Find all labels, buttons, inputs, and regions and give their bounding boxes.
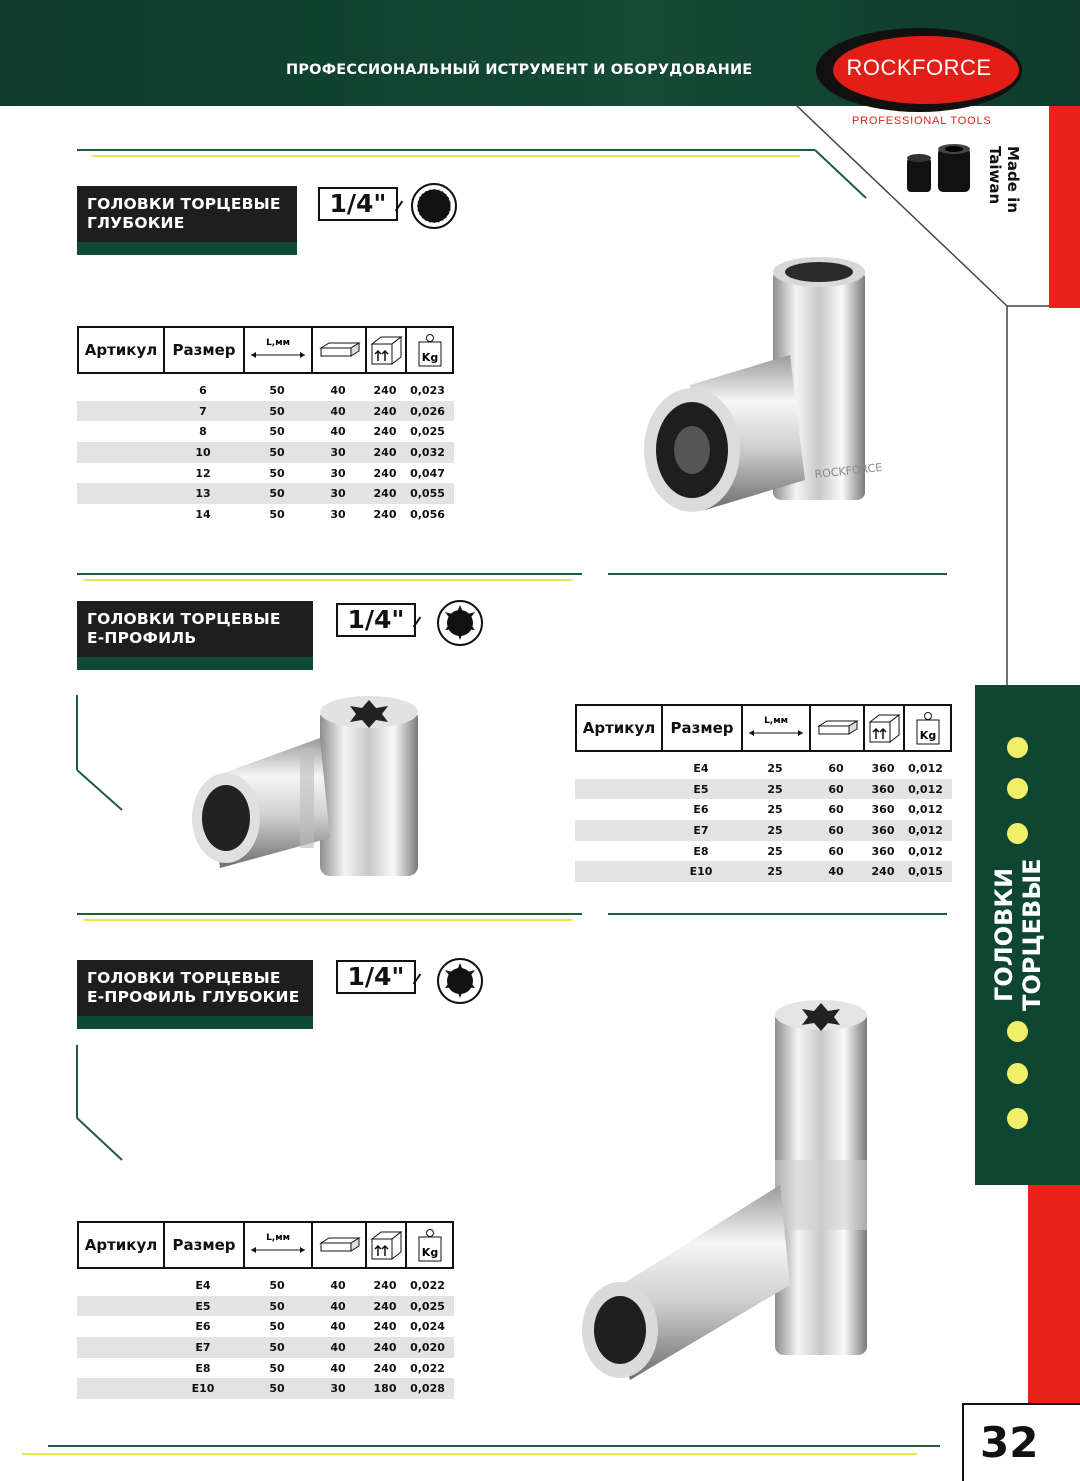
socket-pair-icon	[904, 142, 974, 198]
weight-icon	[913, 710, 943, 746]
svg-text:Kg: Kg	[919, 729, 936, 742]
table-row: E8 50 40 240 0,022	[195, 1361, 445, 1375]
svg-text:Kg: Kg	[421, 351, 438, 364]
table-header	[77, 1221, 454, 1269]
length-arrow-icon	[247, 335, 309, 365]
col-weight	[407, 1223, 452, 1267]
table-row: E4 50 40 240 0,022	[195, 1278, 445, 1292]
weight-icon	[415, 1227, 445, 1263]
table-row: E4 25 60 360 0,012	[693, 761, 943, 775]
table-row: E5 50 40 240 0,025	[77, 1296, 454, 1317]
col-box-qty	[313, 1223, 367, 1267]
table-header	[77, 326, 454, 374]
carton-icon	[369, 333, 403, 367]
12-point-socket-icon	[410, 182, 458, 230]
spec-table	[575, 704, 952, 882]
col-size: Размер	[663, 706, 743, 750]
col-length	[245, 1223, 313, 1267]
table-row: E10 50 30 180 0,028	[77, 1378, 454, 1399]
table-body	[77, 1275, 454, 1399]
weight-icon	[415, 332, 445, 368]
brand-name: ROCKFORCE	[846, 55, 992, 80]
table-row: E6 25 60 360 0,012	[693, 803, 943, 817]
section-title-line1: ГОЛОВКИ ТОРЦЕВЫЕ	[87, 195, 281, 213]
red-accent-bar-bottom	[1028, 1185, 1080, 1405]
side-title-line2: ТОРЦЕВЫЕ	[1018, 858, 1046, 1012]
table-header	[575, 704, 952, 752]
length-arrow-icon	[247, 1230, 309, 1260]
drive-size-tag: 1/4"	[318, 187, 398, 221]
col-length	[743, 706, 811, 750]
section-title	[77, 960, 313, 1029]
table-row: E7 25 60 360 0,012	[575, 820, 952, 841]
made-in-label: Made in Taiwan	[986, 146, 1022, 214]
svg-text:L,мм: L,мм	[266, 338, 290, 348]
drive-size-tag: 1/4"	[336, 960, 416, 994]
length-arrow-icon	[745, 713, 807, 743]
e-profile-socket-product-image	[190, 688, 440, 888]
torx-e-profile-icon	[436, 957, 484, 1005]
side-title-line1: ГОЛОВКИ	[990, 867, 1018, 1003]
col-carton-qty	[367, 1223, 407, 1267]
table-row: 7 50 40 240 0,026	[77, 401, 454, 422]
yellow-dot	[1007, 1021, 1028, 1042]
col-box-qty	[313, 328, 367, 372]
torx-e-profile-icon	[436, 599, 484, 647]
svg-text:L,мм: L,мм	[764, 716, 788, 726]
spec-table	[77, 1221, 454, 1399]
yellow-dot	[1007, 737, 1028, 758]
svg-text:ROCKFORCE: ROCKFORCE	[813, 460, 883, 481]
section-title-line2: ГЛУБОКИЕ	[87, 214, 185, 232]
yellow-dot	[1007, 778, 1028, 799]
col-article: Артикул	[577, 706, 663, 750]
svg-text:L,мм: L,мм	[266, 1233, 290, 1243]
yellow-dot	[1007, 1063, 1028, 1084]
col-size: Размер	[165, 1223, 245, 1267]
col-length	[245, 328, 313, 372]
box-icon	[815, 716, 859, 740]
table-row: 8 50 40 240 0,025	[199, 425, 445, 439]
deep-e-profile-socket-product-image	[575, 995, 875, 1375]
col-box-qty	[811, 706, 865, 750]
deep-socket-product-image	[630, 250, 883, 530]
brand-subtitle: PROFESSIONAL TOOLS	[852, 115, 992, 127]
col-size: Размер	[165, 328, 245, 372]
col-carton-qty	[367, 328, 407, 372]
col-weight	[407, 328, 452, 372]
section-title	[77, 186, 297, 255]
section-title-line1: ГОЛОВКИ ТОРЦЕВЫЕ	[87, 610, 281, 628]
section-title	[77, 601, 313, 670]
page-number: 32	[980, 1418, 1039, 1467]
col-article: Артикул	[79, 328, 165, 372]
header-tagline: ПРОФЕССИОНАЛЬНЫЙ ИСТРУМЕНТ И ОБОРУДОВАНИЕ	[286, 62, 753, 78]
col-weight	[905, 706, 950, 750]
yellow-dot	[1007, 823, 1028, 844]
col-article: Артикул	[79, 1223, 165, 1267]
table-row: E6 50 40 240 0,024	[195, 1320, 445, 1334]
spec-table	[77, 326, 454, 525]
table-row: 14 50 30 240 0,056	[195, 507, 445, 521]
col-carton-qty	[865, 706, 905, 750]
table-row: 6 50 40 240 0,023	[199, 383, 445, 397]
table-row: 12 50 30 240 0,047	[195, 466, 445, 480]
table-row: E8 25 60 360 0,012	[693, 844, 943, 858]
carton-icon	[867, 711, 901, 745]
table-row: E7 50 40 240 0,020	[77, 1337, 454, 1358]
section-title-line2: Е-ПРОФИЛЬ ГЛУБОКИЕ	[87, 988, 300, 1006]
table-body	[575, 758, 952, 882]
box-icon	[317, 338, 361, 362]
table-body	[77, 380, 454, 525]
table-row: 10 50 30 240 0,032	[77, 442, 454, 463]
carton-icon	[369, 1228, 403, 1262]
section-title-line2: Е-ПРОФИЛЬ	[87, 629, 197, 647]
svg-text:Kg: Kg	[421, 1246, 438, 1259]
table-row: E5 25 60 360 0,012	[575, 779, 952, 800]
drive-size-tag: 1/4"	[336, 603, 416, 637]
box-icon	[317, 1233, 361, 1257]
table-row: 13 50 30 240 0,055	[77, 483, 454, 504]
table-row: E10 25 40 240 0,015	[575, 861, 952, 882]
side-category-title	[988, 700, 1048, 1170]
yellow-dot	[1007, 1108, 1028, 1129]
section-title-line1: ГОЛОВКИ ТОРЦЕВЫЕ	[87, 969, 281, 987]
